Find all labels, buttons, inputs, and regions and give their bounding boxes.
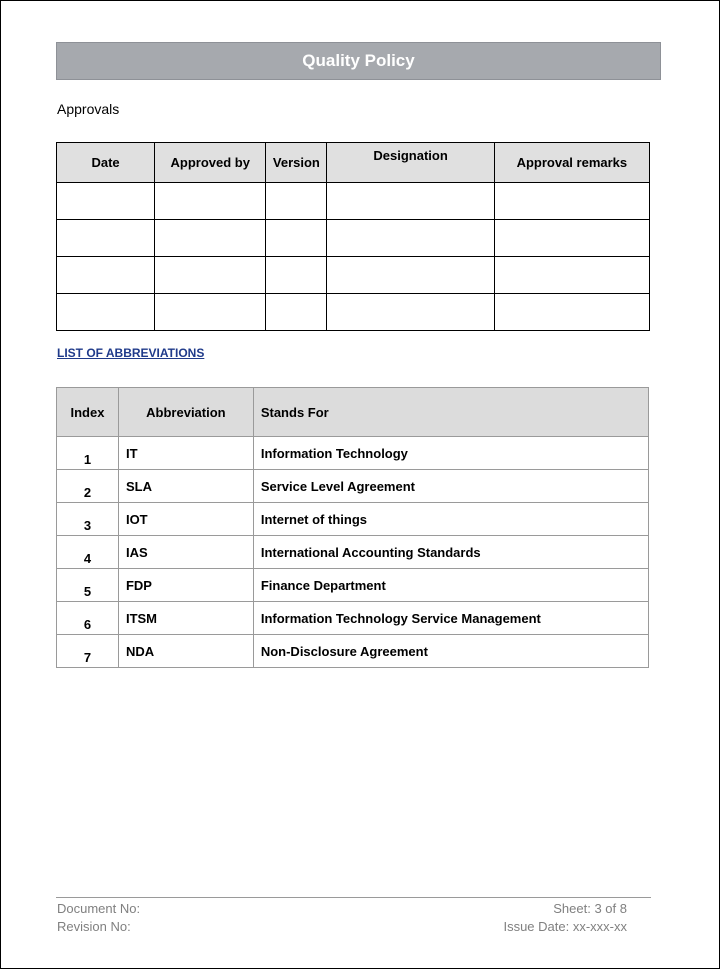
col-header-stands-for: Stands For [253, 388, 648, 437]
index-cell: 3 [57, 503, 119, 536]
approval-header-row [57, 143, 650, 183]
approval-cell[interactable] [155, 257, 266, 294]
col-header-index: Index [57, 388, 119, 437]
page-title-bar [56, 42, 661, 80]
table-row [57, 470, 649, 503]
approval-cell[interactable] [494, 183, 649, 220]
table-row [57, 635, 649, 668]
approval-cell[interactable] [327, 220, 494, 257]
col-header-approved-by: Approved by [155, 143, 266, 183]
col-header-designation: Designation [327, 143, 494, 183]
approval-row [57, 220, 650, 257]
footer-revision-no: Revision No: [57, 919, 131, 934]
index-cell: 2 [57, 470, 119, 503]
index-cell: 7 [57, 635, 119, 668]
footer-sheet: Sheet: 3 of 8 [553, 901, 627, 916]
approval-row [57, 183, 650, 220]
footer-issue-date: Issue Date: xx-xxx-xx [503, 919, 627, 934]
approval-cell[interactable] [57, 294, 155, 331]
page-title: Quality Policy [302, 51, 415, 70]
col-header-approval-remarks: Approval remarks [494, 143, 649, 183]
approval-cell[interactable] [327, 257, 494, 294]
abbreviations-header-row [57, 388, 649, 437]
approval-cell[interactable] [327, 294, 494, 331]
stands-for-cell: Non-Disclosure Agreement [253, 635, 648, 668]
approvals-label: Approvals [57, 101, 120, 117]
stands-for-cell: Service Level Agreement [253, 470, 648, 503]
stands-for-cell: Finance Department [253, 569, 648, 602]
approval-cell[interactable] [494, 220, 649, 257]
abbreviations-table [56, 387, 649, 668]
abbreviation-cell: NDA [118, 635, 253, 668]
footer-document-no: Document No: [57, 901, 141, 916]
index-cell: 5 [57, 569, 119, 602]
footer-divider [56, 897, 651, 898]
approval-row [57, 294, 650, 331]
table-row [57, 602, 649, 635]
stands-for-cell: Information Technology [253, 437, 648, 470]
approval-row [57, 257, 650, 294]
stands-for-cell: Internet of things [253, 503, 648, 536]
approval-cell[interactable] [327, 183, 494, 220]
approval-table [56, 142, 650, 331]
table-row [57, 569, 649, 602]
approval-cell[interactable] [266, 294, 327, 331]
approval-cell[interactable] [57, 257, 155, 294]
table-row [57, 437, 649, 470]
abbreviation-cell: IOT [118, 503, 253, 536]
col-header-version: Version [266, 143, 327, 183]
abbreviation-cell: ITSM [118, 602, 253, 635]
approval-cell[interactable] [266, 257, 327, 294]
col-header-date: Date [57, 143, 155, 183]
col-header-abbreviation: Abbreviation [118, 388, 253, 437]
abbreviation-cell: SLA [118, 470, 253, 503]
approval-cell[interactable] [57, 183, 155, 220]
approval-cell[interactable] [266, 183, 327, 220]
approval-cell[interactable] [494, 294, 649, 331]
table-row [57, 503, 649, 536]
abbreviation-cell: FDP [118, 569, 253, 602]
approval-cell[interactable] [155, 294, 266, 331]
approval-cell[interactable] [155, 183, 266, 220]
approval-cell[interactable] [57, 220, 155, 257]
approval-cell[interactable] [155, 220, 266, 257]
approval-cell[interactable] [494, 257, 649, 294]
abbreviation-cell: IT [118, 437, 253, 470]
abbreviations-heading[interactable]: LIST OF ABBREVIATIONS [57, 346, 205, 360]
index-cell: 6 [57, 602, 119, 635]
approval-cell[interactable] [266, 220, 327, 257]
index-cell: 1 [57, 437, 119, 470]
stands-for-cell: Information Technology Service Management [253, 602, 648, 635]
stands-for-cell: International Accounting Standards [253, 536, 648, 569]
index-cell: 4 [57, 536, 119, 569]
table-row [57, 536, 649, 569]
abbreviation-cell: IAS [118, 536, 253, 569]
